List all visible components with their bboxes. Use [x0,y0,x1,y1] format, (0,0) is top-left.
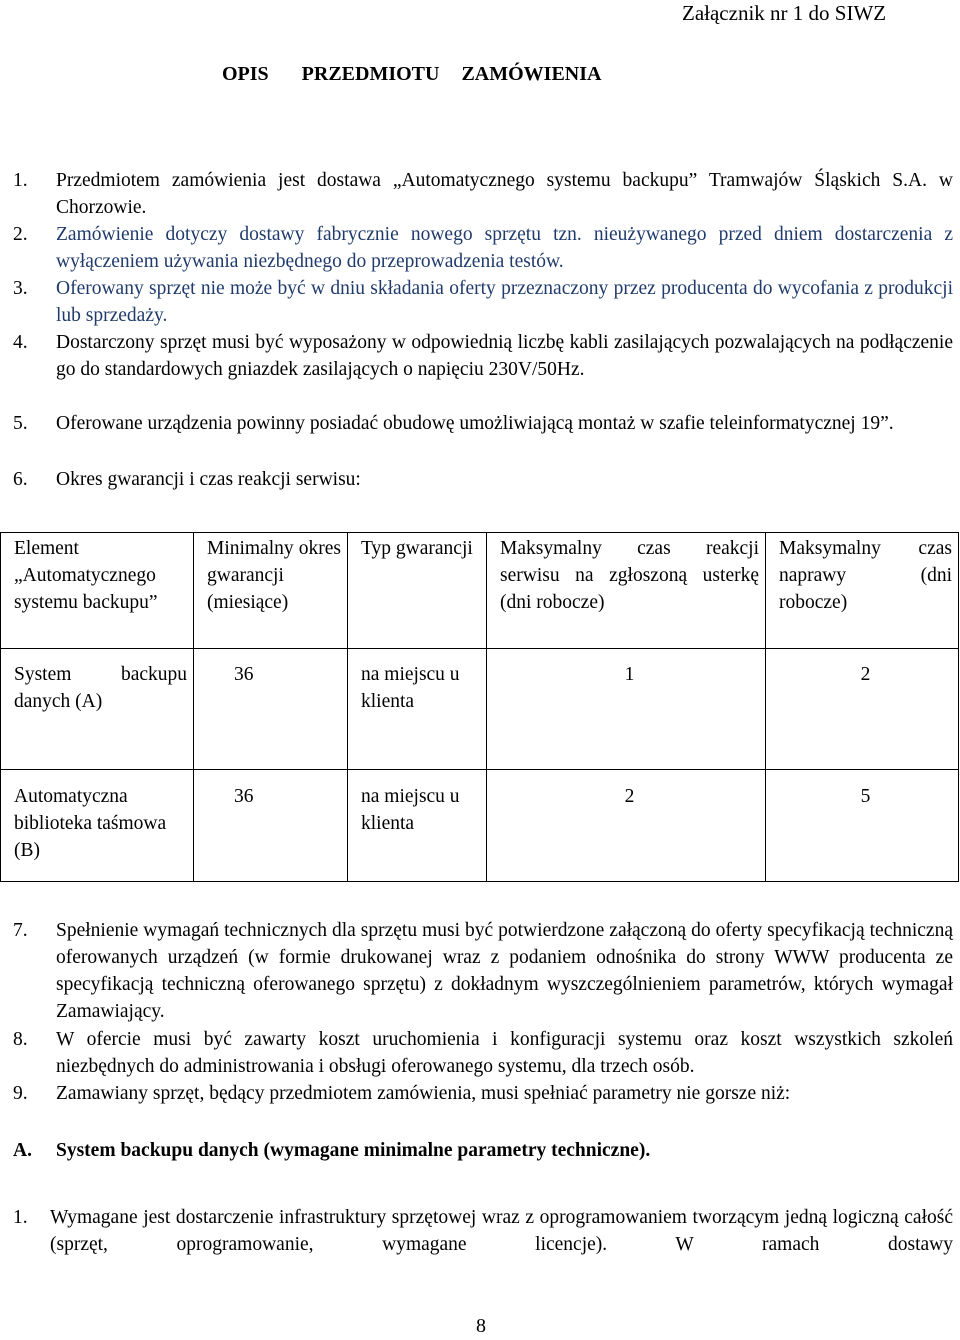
list-item-text: Spełnienie wymagań technicznych dla sprzętu musi być potwierdzone załączoną do oferty specyfikacją techniczną oferowanych urządzeń (w formie drukowanej wraz z podaniem odnośnika do strony WWW producenta ze specyfikacją techniczną oferowanego sprzętu) z dokładnym wyszczególnieniem parametrów, których wymagał Zamawiający. [56,920,953,1022]
header-cell-repair-time: Maksymalny czas naprawy (dni robocze) [766,533,959,649]
list-item-number: 1. [13,170,28,191]
table-cell: na miejscu u klienta [348,770,487,882]
list-item [13,1080,953,1107]
list-item-number: 3. [13,278,28,299]
list-item [13,1026,953,1080]
table-cell: 5 [766,770,959,882]
list-item [13,167,953,221]
table-header-row [1,533,959,649]
list-item-number: 2. [13,224,28,245]
list-item-text: Dostarczony sprzęt musi być wyposażony w odpowiednią liczbę kabli zasilających pozwalających na podłączenie go do standardowych gniazdek zasilających o napięciu 230V/50Hz. [56,332,953,380]
list-item-number: 5. [13,413,28,434]
table-cell: 1 [487,649,766,770]
list-item [13,275,953,329]
section-title: System backupu danych (wymagane minimalne parametry techniczne). [56,1140,651,1161]
table-cell: Automatyczna biblioteka taśmowa (B) [1,770,194,882]
list-item-text: Zamawiany sprzęt, będący przedmiotem zamówienia, musi spełniać parametry nie gorsze niż: [56,1083,791,1104]
list-item [13,329,953,383]
warranty-table [0,532,959,882]
header-cell-warranty-type: Typ gwarancji [348,533,487,649]
list-item-text: Oferowane urządzenia powinny posiadać obudowę umożliwiającą montaż w szafie teleinformatycznej 19”. [56,413,894,434]
table-cell: 2 [487,770,766,882]
annex-label: Załącznik nr 1 do SIWZ [682,1,887,25]
list-item [13,1204,953,1258]
section-letter: A. [13,1140,32,1161]
list-item-number: 7. [13,920,28,941]
table-row [1,770,959,882]
list-item [13,410,953,437]
table-row [1,649,959,770]
list-item-text: Zamówienie dotyczy dostawy fabrycznie nowego sprzętu tzn. nieużywanego przed dniem dostarczenia z wyłączeniem używania niezbędnego do przeprowadzenia testów. [56,224,953,272]
table-cell: na miejscu u klienta [348,649,487,770]
list-item-number: 4. [13,332,28,353]
document-title: OPIS PRZEDMIOTU ZAMÓWIENIA [222,63,602,85]
table-cell: 36 [194,649,348,770]
section-heading [13,1137,953,1164]
list-item-text: Przedmiotem zamówienia jest dostawa „Automatycznego systemu backupu” Tramwajów Śląskich S.A. w Chorzowie. [56,170,953,218]
list-item-text: Oferowany sprzęt nie może być w dniu składania oferty przeznaczony przez producenta do wycofania z produkcji lub sprzedaży. [56,278,953,326]
list-item [13,466,953,493]
header-cell-reaction-time: Maksymalny czas reakcji serwisu na zgłoszoną usterkę (dni robocze) [487,533,766,649]
header-cell-min-warranty: Minimalny okres gwarancji (miesiące) [194,533,348,649]
list-item-text: W ofercie musi być zawarty koszt uruchomienia i konfiguracji systemu oraz koszt wszystkich szkoleń niezbędnych do administrowania i obsługi oferowanego systemu, dla trzech osób. [56,1029,953,1077]
list-item-number: 6. [13,469,28,490]
table-cell: 36 [194,770,348,882]
header-cell-element: Element „Automatycznego systemu backupu” [1,533,194,649]
table-cell: System backupu danych (A) [1,649,194,770]
list-item-text: Okres gwarancji i czas reakcji serwisu: [56,469,361,490]
list-item-number: 8. [13,1029,28,1050]
list-item-number: 9. [13,1083,28,1104]
list-item [13,221,953,275]
list-item-number: 1. [13,1207,28,1228]
table-cell: 2 [766,649,959,770]
list-item [13,917,953,1025]
page-number: 8 [476,1315,486,1337]
list-item-text: Wymagane jest dostarczenie infrastruktury sprzętowej wraz z oprogramowaniem tworzącym jedną logiczną całość (sprzęt, oprogramowanie, wymagane licencje). W ramach dostawy [50,1207,953,1255]
